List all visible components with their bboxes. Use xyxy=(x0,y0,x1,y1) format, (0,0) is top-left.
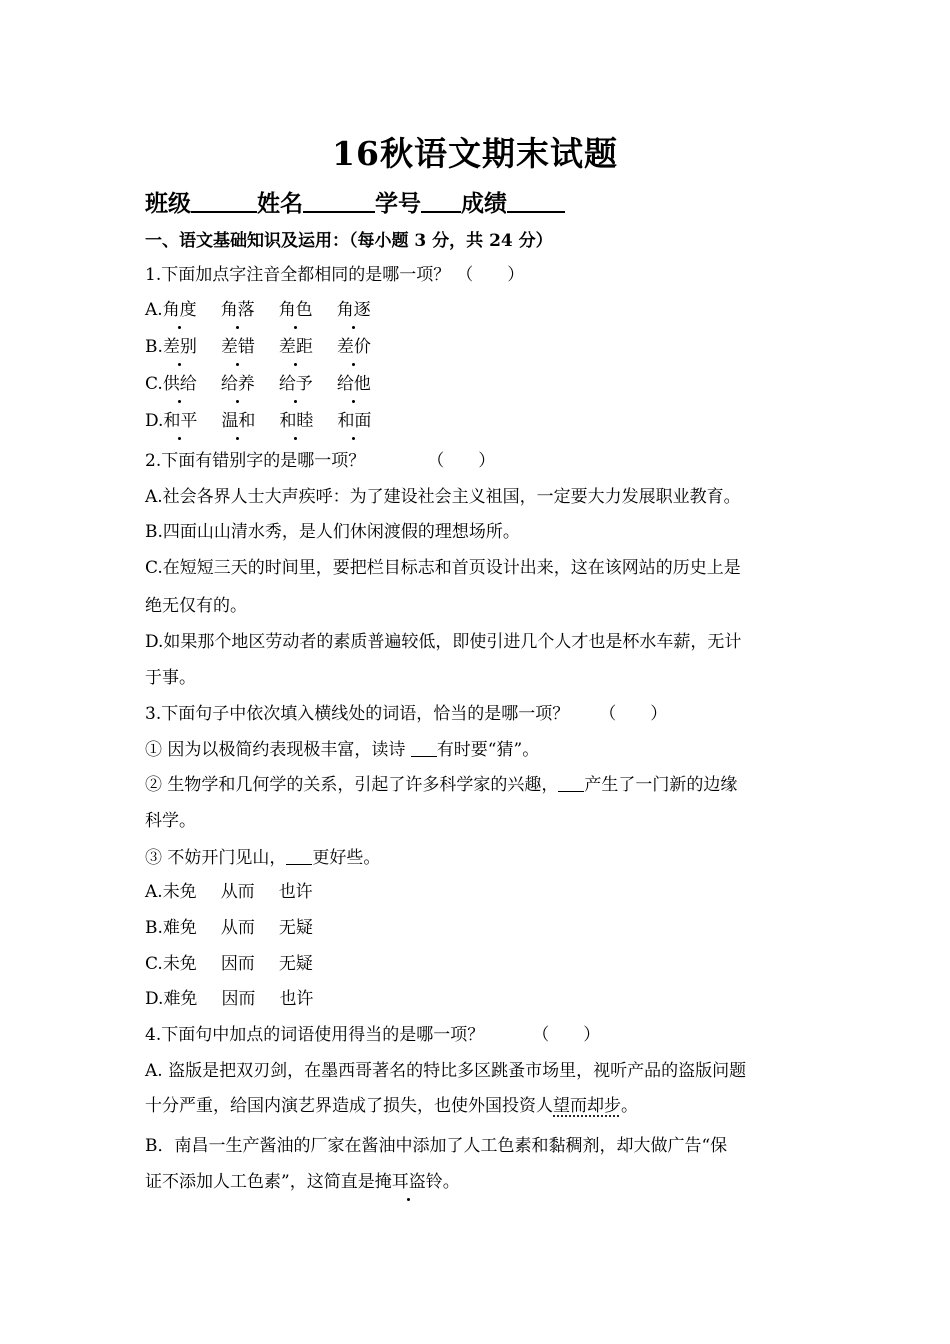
answer-paren: （ ） xyxy=(599,704,668,724)
marked-phrase: 望而却步 xyxy=(553,1096,621,1116)
score-label: 成绩 xyxy=(461,190,507,217)
question-4-stem: 4.下面句中加点的词语使用得当的是哪一项？ （ ） xyxy=(145,1020,600,1045)
q3-sentence-1: ① 因为以极简约表现极丰富，读诗 有时要“猜”。 xyxy=(145,740,540,760)
score-blank xyxy=(507,189,565,213)
student-id-blank xyxy=(421,189,461,213)
q4-option-a: A. 盗版是把双刃剑，在墨西哥著名的特比多区跳蚤市场里，视听产品的盗版问题 xyxy=(145,1061,747,1081)
q3-sentence-2: ② 生物学和几何学的关系，引起了许多科学家的兴趣， 产生了一门新的边缘 xyxy=(145,775,738,795)
q3-option-d: D.难免 因而 也许 xyxy=(145,989,314,1009)
fill-blank xyxy=(286,850,312,865)
q3-option-b: B.难免 从而 无疑 xyxy=(145,918,313,938)
student-info-row xyxy=(145,185,565,218)
q1-option-c: C.供给 给养 给予 给他 xyxy=(145,369,395,394)
q2-option-a: A.社会各界人士大声疾呼：为了建设社会主义祖国，一定要大力发展职业教育。 xyxy=(145,487,741,507)
question-2-stem: 2.下面有错别字的是哪一项？ （ ） xyxy=(145,446,495,471)
question-1-stem: 1.下面加点字注音全都相同的是哪一项？ （ ） xyxy=(145,260,524,285)
q4-option-a-cont: 十分严重，给国内演艺界造成了损失，也使外国投资人望而却步。 xyxy=(145,1096,638,1116)
section-heading: 一、语文基础知识及运用：（每小题 3 分，共 24 分） xyxy=(145,231,553,251)
q2-option-d: D.如果那个地区劳动者的素质普遍较低，即使引进几个人才也是杯水车薪，无计 xyxy=(145,632,742,652)
q3-sentence-3: ③ 不妨开门见山， 更好些。 xyxy=(145,848,381,868)
q4-option-b: B．南昌一生产酱油的厂家在酱油中添加了人工色素和黏稠剂，却大做广告“保 xyxy=(145,1136,728,1156)
q3-option-c: C.未免 因而 无疑 xyxy=(145,954,313,974)
q2-option-b: B.四面山山清水秀，是人们休闲渡假的理想场所。 xyxy=(145,522,520,542)
question-3-stem: 3.下面句子中依次填入横线处的词语，恰当的是哪一项？ （ ） xyxy=(145,699,667,724)
q2-option-d-cont: 于事。 xyxy=(145,668,196,688)
class-blank xyxy=(191,189,257,213)
fill-blank xyxy=(411,742,437,757)
answer-paren: （ ） xyxy=(532,1025,601,1045)
q3-option-a: A.未免 从而 也许 xyxy=(145,882,313,902)
answer-paren: （ ） xyxy=(456,265,525,285)
name-blank xyxy=(303,189,375,213)
fill-blank xyxy=(558,777,584,792)
answer-paren: （ ） xyxy=(427,451,496,471)
student-id-label: 学号 xyxy=(375,190,421,217)
q3-sentence-2-cont: 科学。 xyxy=(145,811,196,831)
q1-option-d: D.和平 温和 和睦 和面 xyxy=(145,406,395,431)
marked-phrase: 掩耳盗铃 xyxy=(374,1172,443,1192)
class-label: 班级 xyxy=(145,190,191,217)
q4-option-b-cont: 证不添加人工色素”，这简直是掩耳盗铃。 xyxy=(145,1172,460,1192)
q2-option-c-cont: 绝无仅有的。 xyxy=(145,596,247,616)
q2-option-c: C.在短短三天的时间里，要把栏目标志和首页设计出来，这在该网站的历史上是 xyxy=(145,558,741,578)
q1-option-b: B.差别 差错 差距 差价 xyxy=(145,332,395,357)
page-title: 16秋语文期末试题 xyxy=(332,134,618,173)
name-label: 姓名 xyxy=(257,190,303,217)
q1-option-a: A.角度 角落 角色 角逐 xyxy=(145,295,395,320)
